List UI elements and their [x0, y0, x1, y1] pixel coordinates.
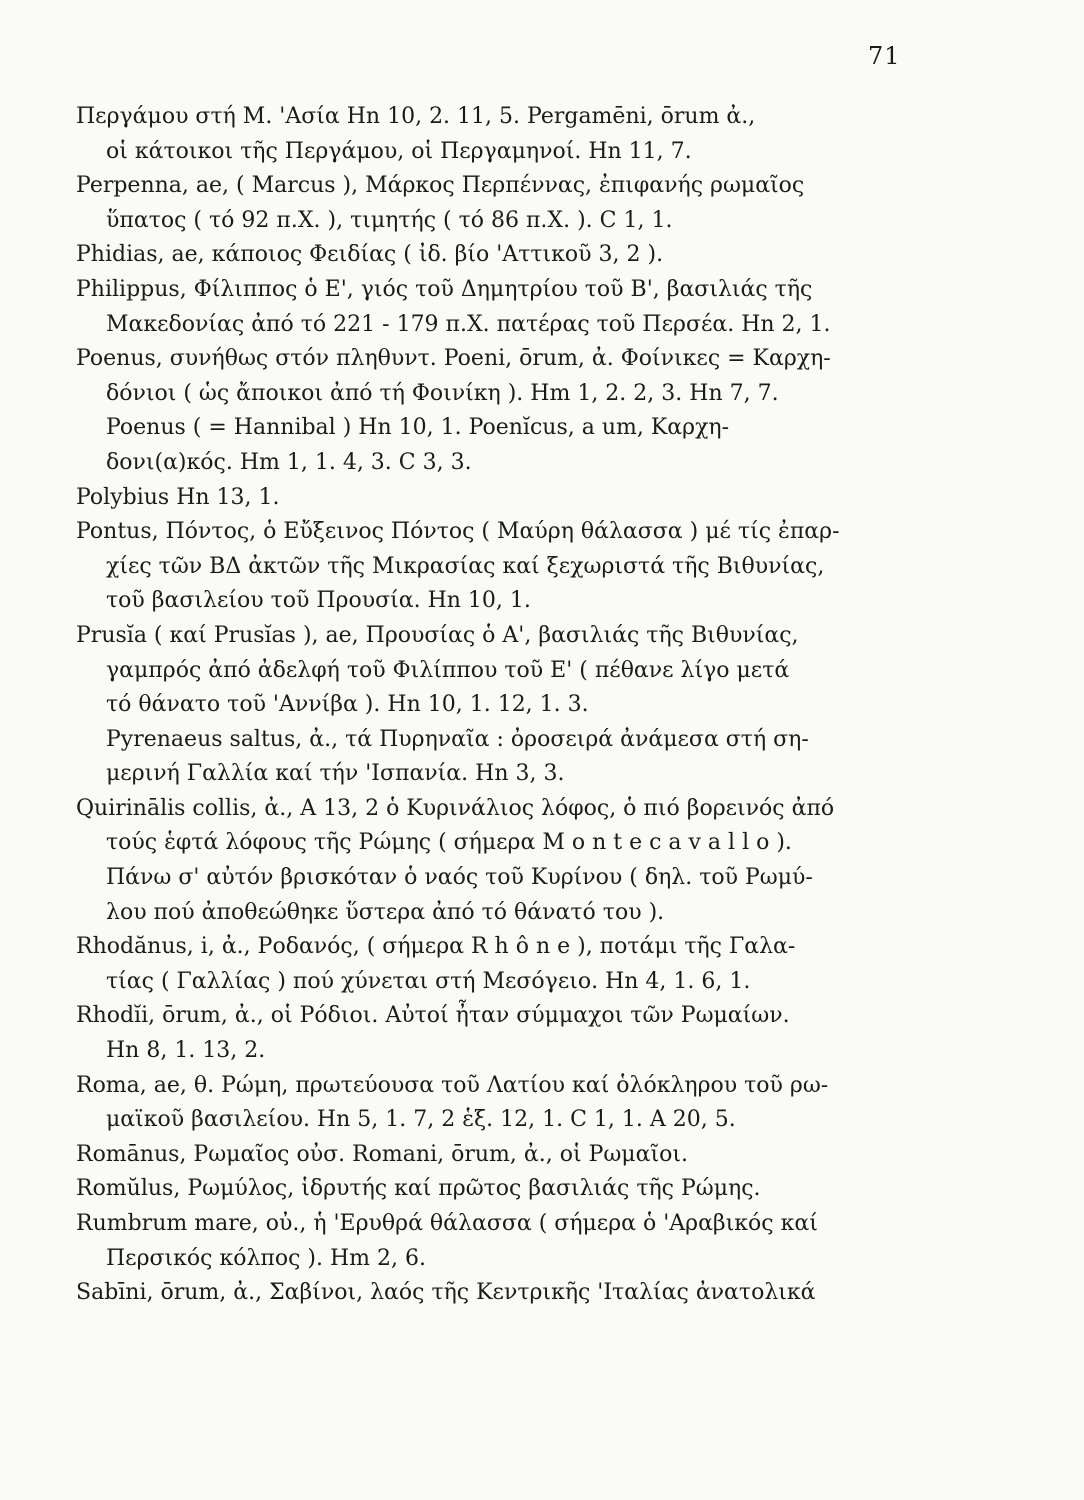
- text-line: Rhodănus, i, ἀ., Ροδανός, ( σήμερα R h ô n e ), ποτάμι τῆς Γαλα-: [76, 934, 796, 960]
- text-line: Pyrenaeus saltus, ἀ., τά Πυρηναῖα : ὀροσειρά ἀνάμεσα στή ση-: [106, 726, 809, 752]
- glossary-text: [76, 100, 956, 1311]
- text-line: Hn 8, 1. 13, 2.: [106, 1038, 266, 1064]
- text-line: μερινή Γαλλία καί τήν 'Ισπανία. Hn 3, 3.: [106, 761, 565, 787]
- text-line: Μακεδονίας ἀπό τό 221 - 179 π.Χ. πατέρας τοῦ Περσέα. Hn 2, 1.: [106, 311, 831, 337]
- text-line: Pontus, Πόντος, ὁ Εὔξεινος Πόντος ( Μαύρη θάλασσα ) μέ τίς ἐπαρ-: [76, 519, 840, 545]
- text-line: Rumbrum mare, οὐ., ἡ 'Ερυθρά θάλασσα ( σήμερα ὁ 'Αραβικός καί: [76, 1211, 818, 1236]
- text-line: δονι(α)κός. Hm 1, 1. 4, 3. C 3, 3.: [106, 449, 472, 475]
- text-line: Romŭlus, Ρωμύλος, ἱδρυτής καί πρῶτος βασιλιάς τῆς Ρώμης.: [76, 1176, 761, 1202]
- text-line: Quirinālis collis, ἀ., A 13, 2 ὁ Κυρινάλιος λόφος, ὁ πιό βορεινός ἀπό: [76, 795, 835, 821]
- text-line: Romānus, Ρωμαῖος οὐσ. Romani, ōrum, ἀ., οἱ Ρωμαῖοι.: [76, 1141, 688, 1167]
- text-line: Perpenna, ae, ( Marcus ), Μάρκος Περπέννας, ἐπιφανής ρωμαῖος: [76, 173, 805, 199]
- text-line: Περσικός κόλπος ). Hm 2, 6.: [106, 1245, 427, 1271]
- text-line: Polybius Hn 13, 1.: [76, 484, 280, 510]
- text-line: τό θάνατο τοῦ 'Αννίβα ). Hn 10, 1. 12, 1. 3.: [106, 692, 589, 718]
- text-line: οἱ κάτοικοι τῆς Περγάμου, οἱ Περγαμηνοί. Hn 11, 7.: [106, 138, 692, 164]
- text-line: τοῦ βασιλείου τοῦ Προυσία. Hn 10, 1.: [106, 588, 531, 614]
- text-line: Roma, ae, θ. Ρώμη, πρωτεύουσα τοῦ Λατίου καί ὁλόκληρου τοῦ ρω-: [76, 1072, 829, 1098]
- text-line: Philippus, Φίλιππος ὁ Ε', γιός τοῦ Δημητρίου τοῦ Β', βασιλιάς τῆς: [76, 276, 813, 302]
- text-line: Poenus, συνήθως στόν πληθυντ. Poeni, ōrum, ἀ. Φοίνικες = Καρχη-: [76, 346, 831, 372]
- text-line: Prusĭa ( καί Prusĭas ), ae, Προυσίας ὁ Α', βασιλιάς τῆς Βιθυνίας,: [76, 622, 799, 648]
- text-line: τούς ἑφτά λόφους τῆς Ρώμης ( σήμερα M o n t e c a v a l l o ).: [106, 830, 792, 856]
- text-line: ὕπατος ( τό 92 π.Χ. ), τιμητής ( τό 86 π.Χ. ). C 1, 1.: [106, 207, 673, 233]
- text-line: Rhodĭi, ōrum, ἀ., οἱ Ρόδιοι. Αὐτοί ἦταν σύμμαχοι τῶν Ρωμαίων.: [76, 1003, 790, 1029]
- text-line: γαμπρός ἀπό ἀδελφή τοῦ Φιλίππου τοῦ Ε' ( πέθανε λίγο μετά: [106, 657, 790, 683]
- text-line: τίας ( Γαλλίας ) πού χύνεται στή Μεσόγειο. Hn 4, 1. 6, 1.: [106, 968, 751, 994]
- text-line: Poenus ( = Hannibal ) Hn 10, 1. Poenĭcus, a um, Καρχη-: [106, 415, 730, 441]
- text-line: χίες τῶν ΒΔ ἀκτῶν τῆς Μικρασίας καί ξεχωριστά τῆς Βιθυνίας,: [106, 553, 825, 579]
- page-number: 71: [868, 42, 901, 70]
- text-line: Περγάμου στή Μ. 'Ασία Hn 10, 2. 11, 5. Pergamēni, ōrum ἀ.,: [76, 104, 756, 129]
- text-line: μαϊκοῦ βασιλείου. Hn 5, 1. 7, 2 ἑξ. 12, 1. C 1, 1. A 20, 5.: [106, 1107, 736, 1133]
- text-line: Phidias, ae, κάποιος Φειδίας ( ἰδ. βίο 'Αττικοῦ 3, 2 ).: [76, 242, 664, 268]
- text-line: δόνιοι ( ὡς ἄποικοι ἀπό τή Φοινίκη ). Hm 1, 2. 2, 3. Hn 7, 7.: [106, 380, 779, 406]
- text-line: Πάνω σ' αὐτόν βρισκόταν ὁ ναός τοῦ Κυρίνου ( δηλ. τοῦ Ρωμύ-: [106, 865, 813, 891]
- text-line: Sabīni, ōrum, ἀ., Σαβίνοι, λαός τῆς Κεντρικῆς 'Ιταλίας ἀνατολικά: [76, 1280, 816, 1306]
- text-line: λου πού ἀποθεώθηκε ὕστερα ἀπό τό θάνατό του ).: [106, 899, 665, 925]
